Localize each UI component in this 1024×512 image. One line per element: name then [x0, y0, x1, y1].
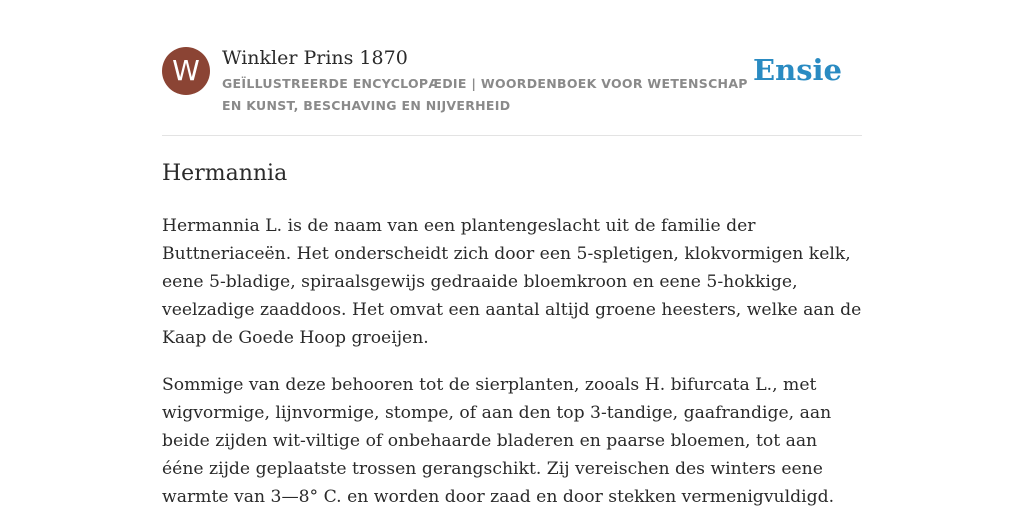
source-header [162, 46, 862, 116]
source-subtitle: GEÏLLUSTREERDE ENCYCLOPÆDIE | WOORDENBOEK VOOR WETENSCHAP EN KUNST, BESCHAVING EN NIJVERHEID [222, 76, 748, 113]
article-paragraph-1: Hermannia L. is de naam van een plantengeslacht uit de familie der Buttneriaceën. Het onderscheidt zich door een 5-spletigen, klokvormigen kelk, eene 5-bladige, spiraalsgewijs gedraaide bloemkroon en eene 5-hokkige, veelzadige zaaddoos. Het omvat een aantal altijd groene heesters, welke aan de Kaap de Goede Hoop groeijen. [162, 216, 862, 348]
brand-logo[interactable]: Ensie [753, 53, 842, 87]
article-paragraph-2: Sommige van deze behooren tot de sierplanten, zooals H. bifurcata L., met wigvormige, lijnvormige, stompe, of aan den top 3-tandige, gaafrandige, aan beide zijden wit-viltige of onbehaarde bladeren en paarse bloemen, tot aan ééne zijde geplaatste trossen gerangschikt. Zij vereischen des winters eene warmte van 3—8° C. en worden door zaad en door stekken vermenigvuldigd. [162, 375, 835, 507]
avatar[interactable]: W [162, 47, 210, 95]
article-title: Hermannia [162, 161, 288, 186]
source-title[interactable]: Winkler Prins 1870 [222, 47, 408, 69]
divider [162, 135, 862, 136]
